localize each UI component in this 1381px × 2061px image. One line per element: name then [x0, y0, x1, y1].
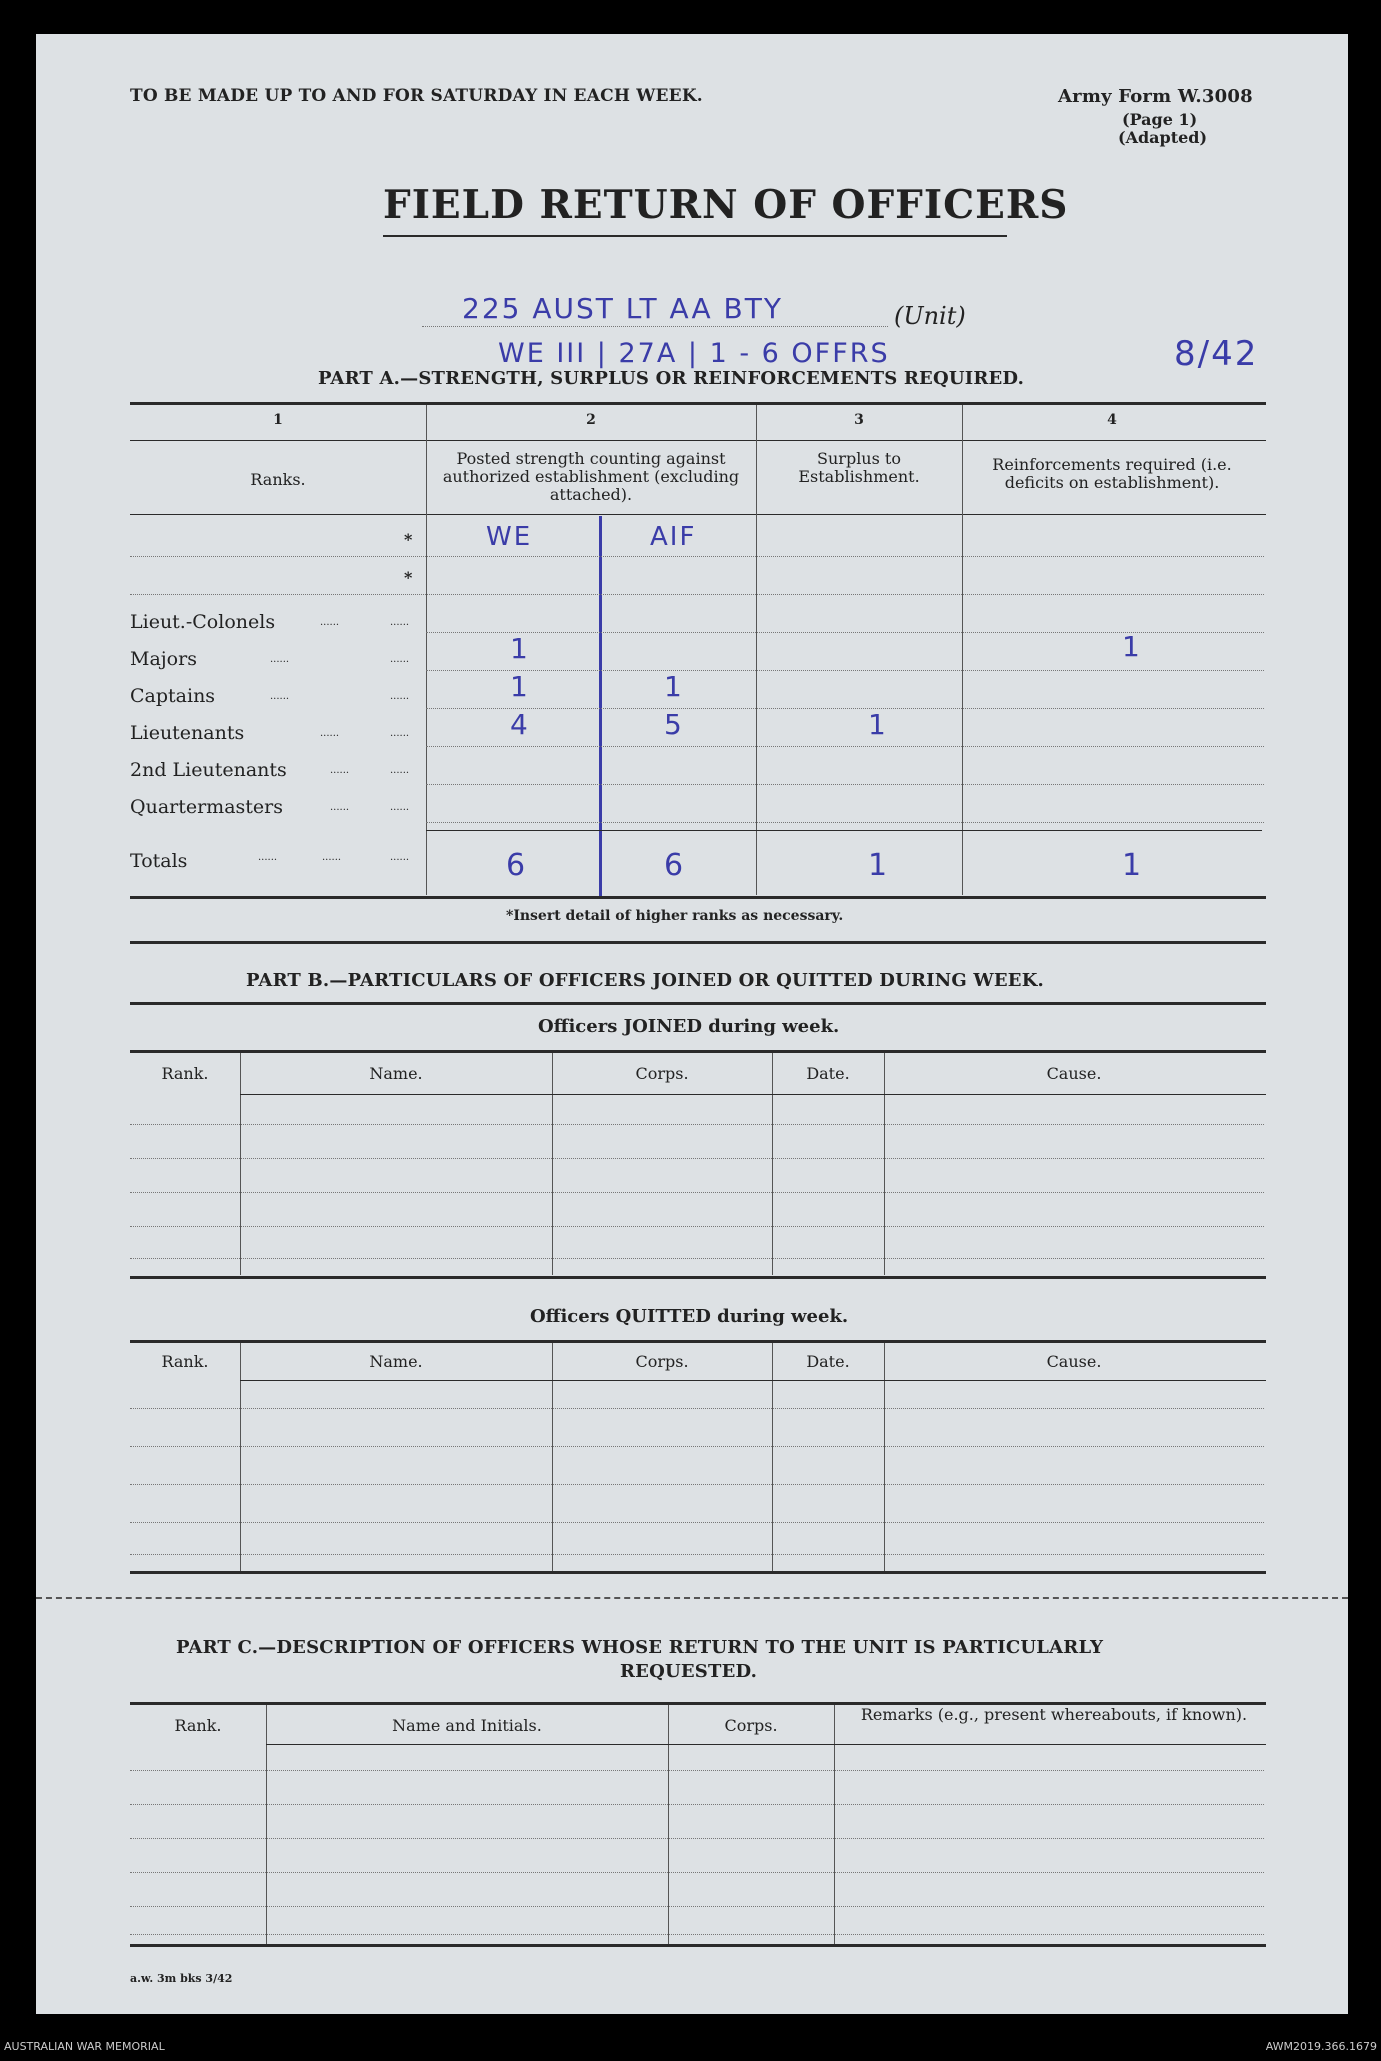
- col-num-4: 4: [1107, 412, 1117, 428]
- footer-right: AWM2019.366.1679: [1265, 2040, 1377, 2053]
- adapted-note: (Adapted): [1118, 128, 1208, 147]
- quitted-col-name: Name.: [369, 1352, 423, 1371]
- form-number: Army Form W.3008: [1058, 86, 1253, 107]
- col-head-posted: Posted strength counting against authorized establishment (excluding attached).: [442, 449, 740, 504]
- form-sheet: TO BE MADE UP TO AND FOR SATURDAY IN EACH WEEK. Army Form W.3008 (Page 1) (Adapted) FIELD RETURN OF OFFICERS 225 AUST LT AA BTY (Unit) WE III | 27A | 1 - 6 OFFRS 8/42 PART A.—STRENGTH, SURPLUS OR REINFORCEMENTS REQUIRED. 1 2 3 4 Ranks. Posted strength counting against authorized establishment (excluding attached). Surplus to Establishment. Reinforcements required (i.e. deficits on establishment). WE AIF * * Lieut.-Colonels ...... ...... Majors ...... ...... Captains ...... ...... Lieutenants ...... ...... 2nd Lieutenants ...... ...... Quartermasters ...... ...... 1 1 1 1 4 5 1 Totals ...... ...... ...... 6 6 1 1 *Insert detail of higher ranks as necessary. PART B.—PARTICULARS OF OFFICERS JOINED OR QUITTED DURING WEEK. Officers JOINED during week. Rank. Name. Corps. Date. Cause. Officers QUITTED during week. Rank. Name. Corps. Date. Cause. PART C.—DESCRIPTION OF OFFICERS WHOSE RETURN TO THE UNIT IS PARTICULARLY REQUESTED. Rank. Name and Initials. Corps. Remarks (e.g., present whereabouts, if known). a.w. 3m bks 3/42: [36, 34, 1348, 2014]
- totals-label: Totals: [130, 850, 188, 872]
- rank-row: Captains ...... ......: [130, 685, 410, 707]
- quitted-heading: Officers QUITTED during week.: [530, 1306, 849, 1327]
- rank-row: Quartermasters ...... ......: [130, 796, 410, 818]
- majors-reinf: 1: [1122, 630, 1142, 663]
- page-number: (Page 1): [1122, 110, 1198, 129]
- col-num-2: 2: [586, 412, 596, 428]
- date-note: 8/42: [1174, 334, 1259, 374]
- part-c-col-remarks: Remarks (e.g., present whereabouts, if known).: [860, 1705, 1248, 1724]
- rank-row: Lieut.-Colonels ...... ......: [130, 611, 410, 633]
- totals-reinf: 1: [1122, 848, 1144, 883]
- col-head-ranks: Ranks.: [250, 470, 306, 489]
- sub-head-aif: AIF: [650, 522, 697, 552]
- joined-col-corps: Corps.: [635, 1064, 689, 1083]
- lieutenants-surplus: 1: [868, 708, 888, 741]
- joined-col-cause: Cause.: [1046, 1064, 1102, 1083]
- rank-label: Quartermasters: [130, 796, 283, 818]
- quitted-col-rank: Rank.: [161, 1352, 209, 1371]
- rank-label: Captains: [130, 685, 216, 707]
- part-c-col-rank: Rank.: [174, 1716, 222, 1735]
- part-b-heading: PART B.—PARTICULARS OF OFFICERS JOINED OR QUITTED DURING WEEK.: [246, 970, 1045, 991]
- star-marker-2: *: [404, 568, 413, 587]
- majors-we: 1: [510, 632, 530, 665]
- joined-heading: Officers JOINED during week.: [538, 1016, 840, 1037]
- star-marker-1: *: [404, 530, 413, 549]
- joined-col-rank: Rank.: [161, 1064, 209, 1083]
- sub-head-we: WE: [486, 522, 533, 552]
- captains-we: 1: [510, 670, 530, 703]
- part-a-heading: PART A.—STRENGTH, SURPLUS OR REINFORCEMENTS REQUIRED.: [318, 368, 1025, 389]
- footnote: *Insert detail of higher ranks as necessary.: [506, 908, 844, 924]
- quitted-col-cause: Cause.: [1046, 1352, 1102, 1371]
- part-c-col-name: Name and Initials.: [392, 1716, 542, 1735]
- page-title: FIELD RETURN OF OFFICERS: [383, 182, 1069, 228]
- header-instruction: TO BE MADE UP TO AND FOR SATURDAY IN EACH WEEK.: [130, 86, 703, 106]
- unit-label: (Unit): [894, 302, 966, 330]
- captains-aif: 1: [664, 670, 684, 703]
- rank-label: Lieut.-Colonels: [130, 611, 276, 633]
- col-head-reinf: Reinforcements required (i.e. deficits on establishment).: [992, 455, 1232, 492]
- rank-row: Majors ...... ......: [130, 648, 410, 670]
- rank-label: Lieutenants: [130, 722, 245, 744]
- rank-row: Lieutenants ...... ......: [130, 722, 410, 744]
- joined-col-name: Name.: [369, 1064, 423, 1083]
- totals-we: 6: [506, 848, 528, 883]
- rank-label: Majors: [130, 648, 197, 670]
- joined-col-date: Date.: [806, 1064, 850, 1083]
- col-head-surplus: Surplus to Establishment.: [798, 449, 920, 486]
- we-reference: WE III | 27A | 1 - 6 OFFRS: [498, 338, 890, 369]
- rank-label: 2nd Lieutenants: [130, 759, 287, 781]
- quitted-col-corps: Corps.: [635, 1352, 689, 1371]
- rank-row: 2nd Lieutenants ...... ......: [130, 759, 410, 781]
- col-num-3: 3: [854, 412, 864, 428]
- totals-surplus: 1: [868, 848, 890, 883]
- quitted-col-date: Date.: [806, 1352, 850, 1371]
- unit-handwritten: 225 AUST LT AA BTY: [462, 292, 783, 325]
- part-c-heading-2: REQUESTED.: [620, 1661, 758, 1682]
- part-c-heading-1: PART C.—DESCRIPTION OF OFFICERS WHOSE RETURN TO THE UNIT IS PARTICULARLY: [176, 1637, 1104, 1658]
- totals-aif: 6: [664, 848, 686, 883]
- print-code: a.w. 3m bks 3/42: [130, 1972, 233, 1985]
- part-c-col-corps: Corps.: [724, 1716, 778, 1735]
- lieutenants-aif: 5: [664, 708, 684, 741]
- footer-left: AUSTRALIAN WAR MEMORIAL: [4, 2040, 165, 2053]
- lieutenants-we: 4: [510, 708, 530, 741]
- col-num-1: 1: [273, 412, 283, 428]
